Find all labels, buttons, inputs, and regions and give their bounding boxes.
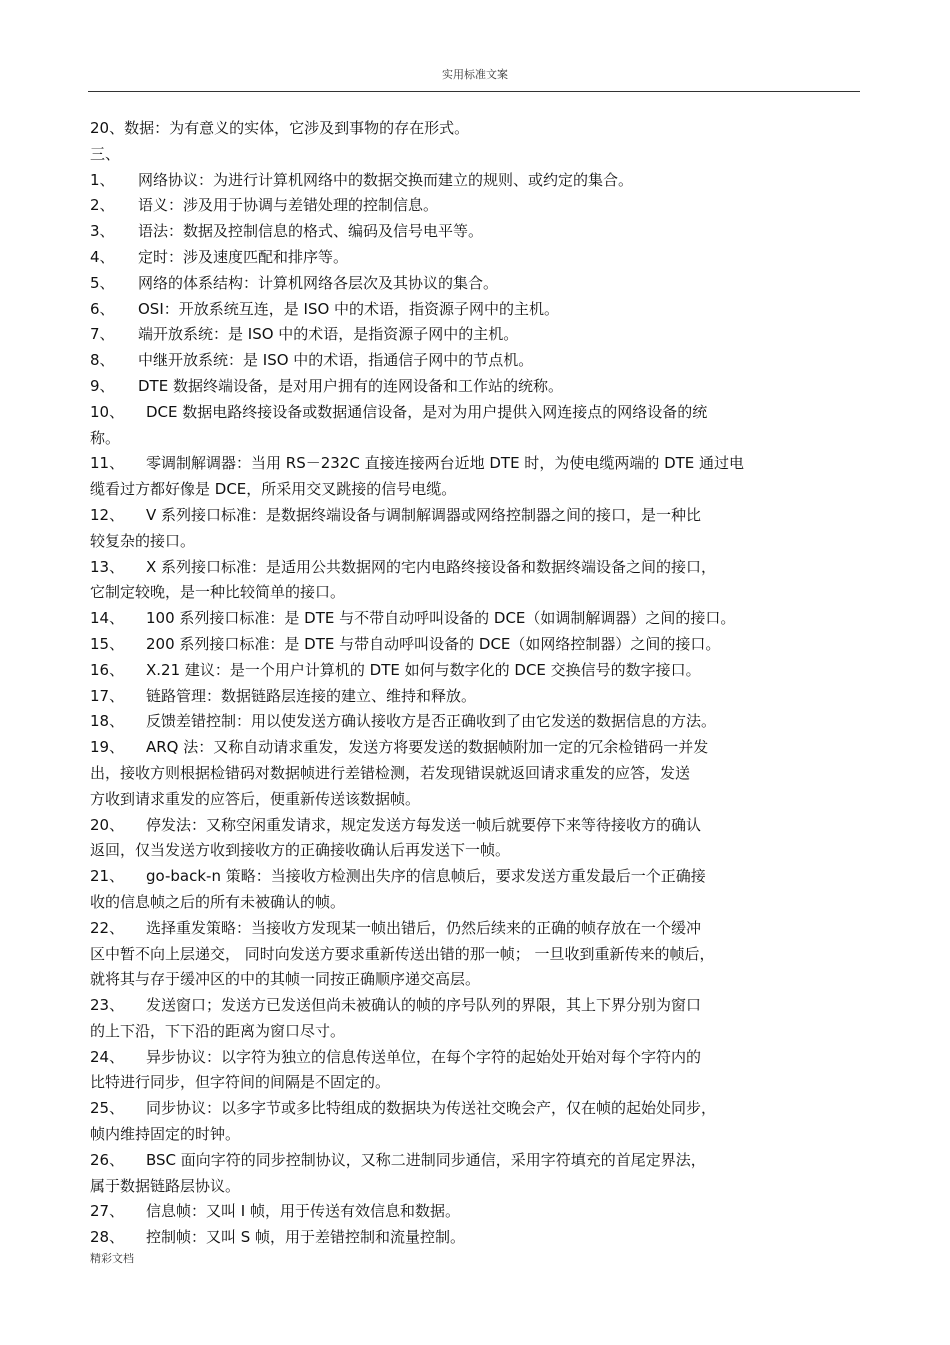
page-header: 实用标准文案: [442, 68, 508, 81]
entry-first-line: [90, 271, 870, 297]
entry-first-line: [90, 1199, 870, 1225]
entry-number: 3、: [90, 222, 115, 241]
entry-continuation-line: [90, 529, 870, 555]
entry-first-line: [90, 684, 870, 710]
entry-continuation-line: [90, 942, 870, 968]
entry-text: BSC 面向字符的同步控制协议，又称二进制同步通信，采用字符填充的首尾定界法，: [146, 1150, 706, 1169]
entry-text: go-back-n 策略：当接收方检测出失序的信息帧后，要求发送方重发最后一个正确接: [146, 867, 706, 886]
entry-number: 27、: [90, 1202, 125, 1221]
entry-first-line: [90, 193, 870, 219]
list-item: [90, 245, 870, 271]
entry-text: DCE 数据电路终接设备或数据通信设备，是对为用户提供入网连接点的网络设备的统: [146, 402, 708, 421]
entry-first-line: [90, 168, 870, 194]
entry-number: 16、: [90, 660, 125, 679]
entry-text: 停发法：又称空闲重发请求，规定发送方每发送一帧后就要停下来等待接收方的确认: [146, 815, 702, 834]
list-item: [90, 1199, 870, 1225]
document-body: [90, 116, 870, 1251]
entry-first-line: [90, 658, 870, 684]
entry-number: 4、: [90, 247, 115, 266]
entry-text: 零调制解调器：当用 RS－232C 直接连接两台近地 DTE 时，为使电缆两端的 DTE 通过电: [146, 454, 745, 473]
entry-first-line: [90, 709, 870, 735]
entry-number: 17、: [90, 686, 125, 705]
entry-text: 方收到请求重发的应答后，便重新传送该数据帧。: [90, 789, 421, 808]
entry-continuation-line: [90, 838, 870, 864]
entry-number: 2、: [90, 196, 115, 215]
entry-text: 定时：涉及速度匹配和排序等。: [138, 247, 349, 266]
entry-text: 语义：涉及用于协调与差错处理的控制信息。: [138, 196, 439, 215]
list-item: [90, 400, 870, 452]
list-item: [90, 451, 870, 503]
page-footer: 精彩文档: [90, 1252, 134, 1265]
entry-first-line: [90, 1096, 870, 1122]
entry-number: 7、: [90, 325, 115, 344]
entry-number: 5、: [90, 273, 115, 292]
entry-text: DTE 数据终端设备，是对用户拥有的连网设备和工作站的统称。: [138, 376, 563, 395]
entry-continuation-line: [90, 1174, 870, 1200]
entry-text: 端开放系统：是 ISO 中的术语，是指资源子网中的主机。: [138, 325, 519, 344]
entry-first-line: [90, 322, 870, 348]
list-item: [90, 322, 870, 348]
entry-continuation-line: [90, 1122, 870, 1148]
entry-continuation-line: [90, 1070, 870, 1096]
list-item: [90, 684, 870, 710]
entry-text: 区中暂不向上层递交， 同时向发送方要求重新传送出错的那一帧； 一旦收到重新传来的帧后，: [90, 944, 715, 963]
entry-number: 28、: [90, 1228, 125, 1247]
entry-number: 24、: [90, 1047, 125, 1066]
entry-continuation-line: [90, 426, 870, 452]
entry-text: 异步协议：以字符为独立的信息传送单位，在每个字符的起始处开始对每个字符内的: [146, 1047, 702, 1066]
entry-text: 同步协议：以多字节或多比特组成的数据块为传送社交晚会产，仅在帧的起始处同步，: [146, 1099, 717, 1118]
list-item: [90, 864, 870, 916]
entry-first-line: [90, 245, 870, 271]
entry-number: 14、: [90, 609, 125, 628]
entry-list: [90, 168, 870, 1251]
entry-text: 就将其与存于缓冲区的中的其帧一同按正确顺序递交高层。: [90, 970, 481, 989]
entry-continuation-line: [90, 787, 870, 813]
entry-first-line: [90, 1148, 870, 1174]
list-item: [90, 813, 870, 865]
entry-text: 语法：数据及控制信息的格式、编码及信号电平等。: [138, 222, 484, 241]
list-item: [90, 735, 870, 812]
list-item: [90, 916, 870, 993]
entry-first-line: [90, 1045, 870, 1071]
entry-first-line: [90, 1225, 870, 1251]
entry-first-line: [90, 864, 870, 890]
entry-continuation-line: [90, 890, 870, 916]
entry-continuation-line: [90, 1019, 870, 1045]
entry-text: 它制定较晚，是一种比较简单的接口。: [90, 583, 346, 602]
entry-text: 返回，仅当发送方收到接收方的正确接收确认后再发送下一帧。: [90, 841, 511, 860]
entry-continuation-line: [90, 967, 870, 993]
list-item: [90, 348, 870, 374]
entry-text: OSI：开放系统互连，是 ISO 中的术语，指资源子网中的主机。: [138, 299, 560, 318]
list-item: [90, 1096, 870, 1148]
entry-text: 200 系列接口标准：是 DTE 与带自动呼叫设备的 DCE（如网络控制器）之间的接口。: [146, 634, 721, 653]
entry-text: 的上下沿，下下沿的距离为窗口尽寸。: [90, 1021, 346, 1040]
entry-text: 中继开放系统：是 ISO 中的术语，指通信子网中的节点机。: [138, 351, 534, 370]
list-item: [90, 503, 870, 555]
entry-first-line: [90, 735, 870, 761]
entry-text: 网络协议：为进行计算机网络中的数据交换而建立的规则、或约定的集合。: [138, 170, 634, 189]
entry-number: 11、: [90, 454, 125, 473]
entry-first-line: [90, 555, 870, 581]
entry-number: 12、: [90, 505, 125, 524]
entry-number: 10、: [90, 402, 125, 421]
list-item: [90, 606, 870, 632]
entry-number: 21、: [90, 867, 125, 886]
entry-text: 反馈差错控制：用以使发送方确认接收方是否正确收到了由它发送的数据信息的方法。: [146, 712, 717, 731]
entry-text: 选择重发策略：当接收方发现某一帧出错后，仍然后续来的正确的帧存放在一个缓冲: [146, 918, 702, 937]
entry-first-line: [90, 297, 870, 323]
entry-text: 控制帧：又叫 S 帧，用于差错控制和流量控制。: [146, 1228, 466, 1247]
entry-first-line: [90, 632, 870, 658]
intro-item-20: 20、数据：为有意义的实体，它涉及到事物的存在形式。: [90, 119, 470, 137]
list-item: [90, 993, 870, 1045]
entry-text: X.21 建议：是一个用户计算机的 DTE 如何与数字化的 DCE 交换信号的数字接口。: [146, 660, 701, 679]
entry-text: 比特进行同步，但字符间的间隔是不固定的。: [90, 1073, 391, 1092]
entry-number: 25、: [90, 1099, 125, 1118]
entry-text: ARQ 法：又称自动请求重发，发送方将要发送的数据帧附加一定的冗余检错码一并发: [146, 738, 709, 757]
entry-number: 19、: [90, 738, 125, 757]
list-item: [90, 632, 870, 658]
entry-text: 称。: [90, 428, 121, 447]
entry-number: 22、: [90, 918, 125, 937]
entry-text: V 系列接口标准：是数据终端设备与调制解调器或网络控制器之间的接口，是一种比: [146, 505, 702, 524]
entry-text: 100 系列接口标准：是 DTE 与不带自动呼叫设备的 DCE（如调制解调器）之间的接口。: [146, 609, 736, 628]
entry-continuation-line: [90, 580, 870, 606]
entry-number: 8、: [90, 351, 115, 370]
entry-text: X 系列接口标准：是适用公共数据网的宅内电路终接设备和数据终端设备之间的接口，: [146, 557, 717, 576]
entry-first-line: [90, 400, 870, 426]
entry-number: 13、: [90, 557, 125, 576]
list-item: [90, 374, 870, 400]
entry-first-line: [90, 348, 870, 374]
entry-text: 网络的体系结构：计算机网络各层次及其协议的集合。: [138, 273, 499, 292]
header-divider: [88, 91, 860, 92]
entry-number: 15、: [90, 634, 125, 653]
list-item: [90, 271, 870, 297]
list-item: [90, 709, 870, 735]
list-item: [90, 1045, 870, 1097]
list-item: [90, 297, 870, 323]
entry-continuation-line: [90, 761, 870, 787]
entry-continuation-line: [90, 477, 870, 503]
entry-first-line: [90, 219, 870, 245]
section-heading: 三、: [90, 144, 121, 163]
entry-text: 较复杂的接口。: [90, 531, 196, 550]
entry-first-line: [90, 813, 870, 839]
entry-number: 1、: [90, 170, 115, 189]
entry-text: 出，接收方则根据检错码对数据帧进行差错检测，若发现错误就返回请求重发的应答，发送: [90, 763, 691, 782]
entry-number: 9、: [90, 376, 115, 395]
entry-first-line: [90, 993, 870, 1019]
entry-text: 帧内维持固定的时钟。: [90, 1125, 241, 1144]
entry-number: 6、: [90, 299, 115, 318]
entry-text: 信息帧：又叫 I 帧，用于传送有效信息和数据。: [146, 1202, 460, 1221]
entry-text: 链路管理：数据链路层连接的建立、维持和释放。: [146, 686, 477, 705]
entry-text: 缆看过方都好像是 DCE，所采用交叉跳接的信号电缆。: [90, 480, 457, 499]
entry-text: 收的信息帧之后的所有未被确认的帧。: [90, 892, 346, 911]
entry-number: 26、: [90, 1150, 125, 1169]
entry-text: 发送窗口；发送方已发送但尚未被确认的帧的序号队列的界限，其上下界分别为窗口: [146, 996, 702, 1015]
list-item: [90, 168, 870, 194]
list-item: [90, 1148, 870, 1200]
entry-text: 属于数据链路层协议。: [90, 1176, 241, 1195]
list-item: [90, 193, 870, 219]
entry-first-line: [90, 503, 870, 529]
entry-first-line: [90, 451, 870, 477]
list-item: [90, 1225, 870, 1251]
entry-first-line: [90, 916, 870, 942]
entry-first-line: [90, 606, 870, 632]
entry-number: 23、: [90, 996, 125, 1015]
list-item: [90, 219, 870, 245]
list-item: [90, 658, 870, 684]
entry-first-line: [90, 374, 870, 400]
list-item: [90, 555, 870, 607]
entry-number: 20、: [90, 815, 125, 834]
entry-number: 18、: [90, 712, 125, 731]
